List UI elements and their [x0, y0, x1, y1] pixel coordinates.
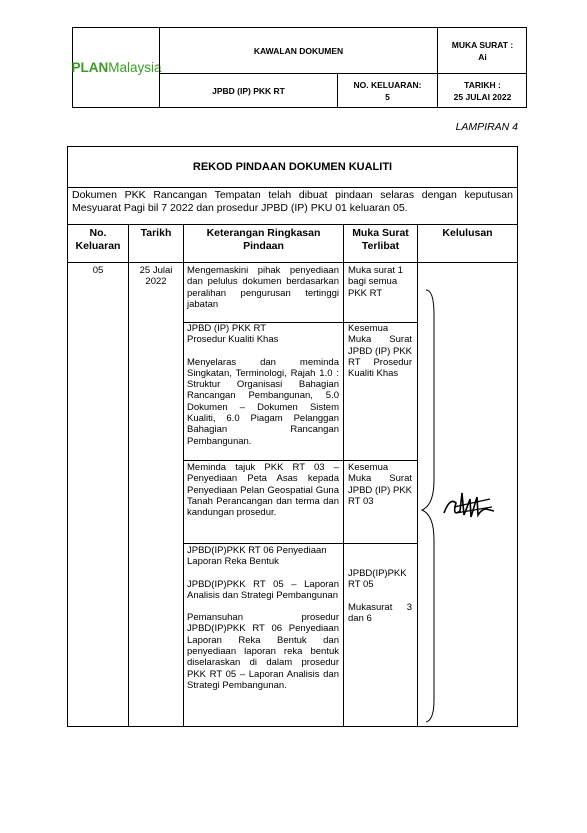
- date-cell: TARIKH : 25 JULAI 2022: [453, 79, 512, 102]
- appendix-label: LAMPIRAN 4: [455, 121, 518, 133]
- amendment-desc-2: JPBD (IP) PKK RT Prosedur Kualiti Khas Menyelaras dan meminda Singkatan, Terminologi, Rajah 1.0 : Struktur Organisasi Bahagian Rancangan Pembangunan, 5.0 Dokumen – Dokumen Sistem Kualiti, 6.0 Piagam Pelanggan Bahagian Rancangan Pembangunan.: [187, 323, 339, 447]
- col-header-desc: Keterangan Ringkasan Pindaan: [206, 227, 321, 252]
- affected-pages-1: Muka surat 1 bagi semua PKK RT: [348, 265, 403, 299]
- col-header-no: No. Keluaran: [75, 227, 121, 252]
- page-number-cell: MUKA SURAT : Ai: [451, 39, 514, 62]
- document-header: [72, 27, 527, 108]
- col-header-approval: Kelulusan: [442, 227, 493, 239]
- affected-pages-4: JPBD(IP)PKK RT 05 Mukasurat 3 dan 6: [348, 568, 412, 624]
- amendment-desc-1: Mengemaskini pihak penyediaan dan pelulus dokumen berdasarkan peralihan pengurusan tertinggi jabatan: [187, 265, 339, 310]
- approval-signature: [420, 285, 510, 725]
- amendment-desc-3: Meminda tajuk PKK RT 03 – Penyediaan Peta Asas kepada Penyediaan Pelan Geospatial Guna Tanah Perancangan dan terma dan kandungan prosedur.: [187, 462, 339, 519]
- record-title: REKOD PINDAAN DOKUMEN KUALITI: [192, 161, 393, 173]
- amendment-desc-4: JPBD(IP)PKK RT 06 Penyediaan Laporan Reka Bentuk JPBD(IP)PKK RT 05 – Laporan Analisis dan Strategi Pembangunan Pemansuhan prosedur JPBD(IP)PKK RT 06 Penyediaan Laporan Reka Bentuk dan penyediaan laporan reka bentuk diselaraskan di dalam prosedur PKK RT 05 – Laporan Analisis dan Strategi Pembangunan.: [187, 545, 339, 691]
- col-header-page: Muka Surat Terlibat: [352, 227, 409, 252]
- entry-date: 25 Julai 2022: [139, 265, 173, 288]
- planmalaysia-logo: PLAN Malaysia: [71, 60, 162, 75]
- entry-no: 05: [92, 265, 104, 276]
- col-header-date: Tarikh: [140, 227, 172, 239]
- doc-control-title: KAWALAN DOKUMEN: [253, 45, 344, 56]
- record-intro: Dokumen PKK Rancangan Tempatan telah dibuat pindaan selaras dengan keputusan Mesyuarat Pagi bil 7 2022 dan prosedur JPBD (IP) PKU 01 keluaran 05.: [72, 189, 513, 214]
- issue-number-cell: NO. KELUARAN: 5: [353, 79, 422, 102]
- affected-pages-3: Kesemua Muka Surat JPBD (IP) PKK RT 03: [348, 462, 412, 507]
- doc-code-cell: JPBD (IP) PKK RT: [212, 85, 285, 96]
- affected-pages-2: Kesemua Muka Surat JPBD (IP) PKK RT Prosedur Kualiti Khas: [348, 323, 412, 380]
